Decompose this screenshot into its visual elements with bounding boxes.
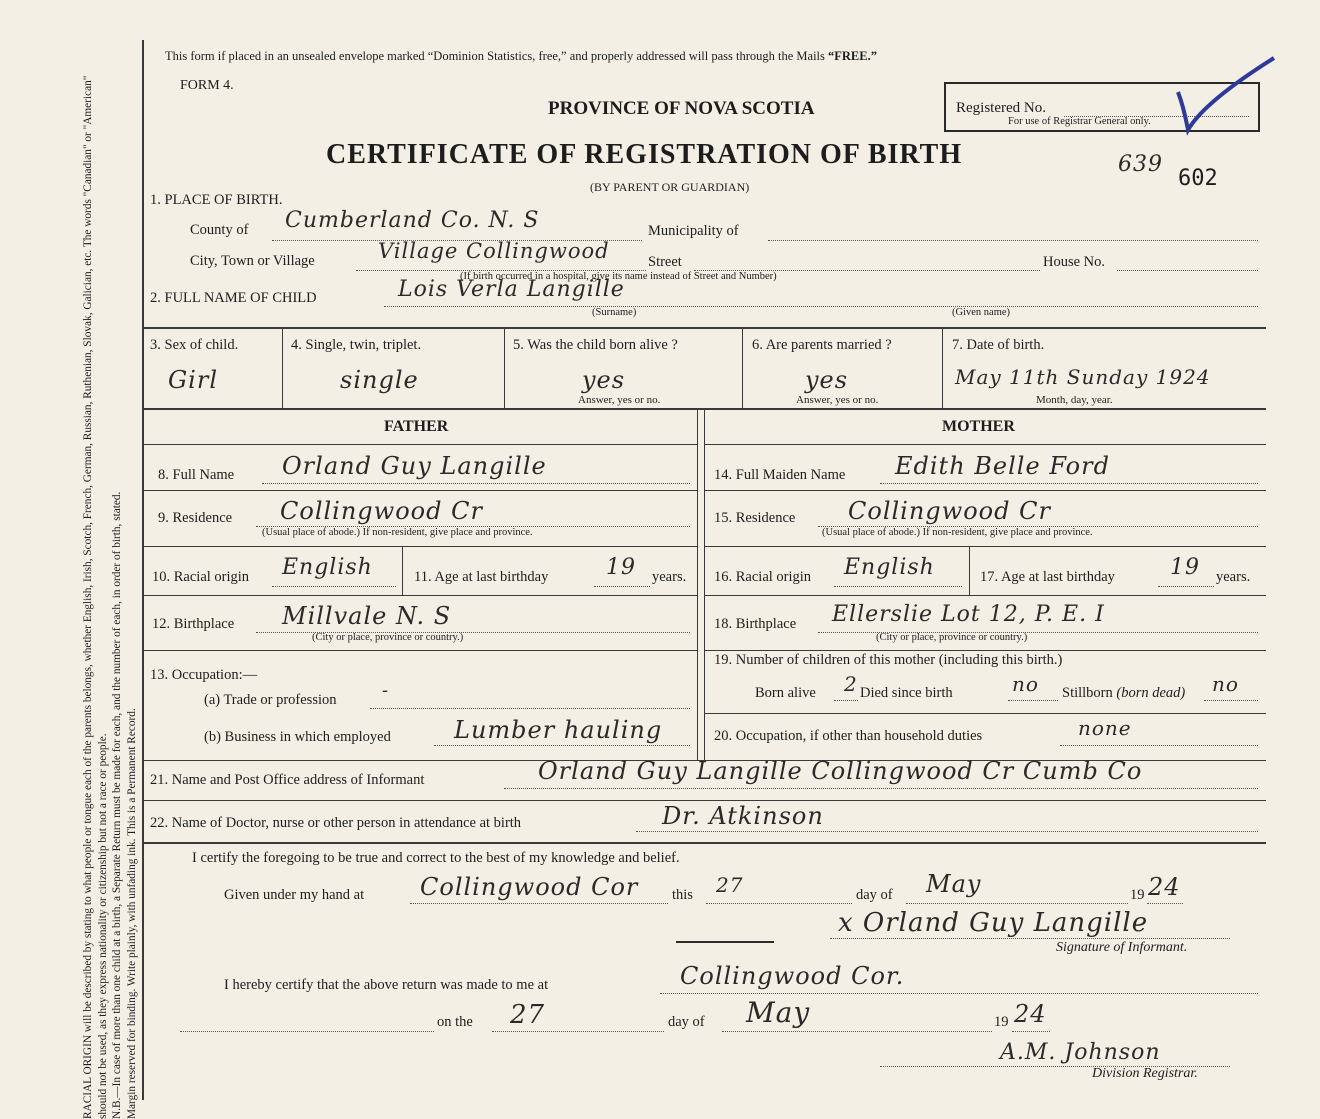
margin-note-nb: N.B.—In case of more than one child at a birth, a Separate Return must be made for each, and the number of each, in order of birth, stated. — [111, 491, 123, 1119]
mother-residence-label: 15. Residence — [714, 510, 796, 526]
single-label: 4. Single, twin, triplet. — [291, 337, 422, 353]
rule-certification-top — [142, 842, 1266, 844]
rule-mother-3 — [704, 546, 1266, 547]
mother-occupation-value: none — [1078, 716, 1132, 740]
mother-occupation-line — [1060, 745, 1258, 746]
father-birthplace-value: Millvale N. S — [282, 602, 452, 630]
father-occupation-label: 13. Occupation:— — [150, 667, 258, 683]
father-trade-line — [370, 708, 690, 709]
hw-number: 639 — [1118, 152, 1163, 177]
mother-children-label: 19. Number of children of this mother (including this birth.) — [714, 652, 1063, 668]
mother-age-value: 19 — [1170, 555, 1200, 580]
married-note: Answer, yes or no. — [796, 394, 879, 406]
registered-label: Registered No. — [956, 100, 1046, 116]
rule-mother-5 — [704, 650, 1266, 651]
father-trade-label: (a) Trade or profession — [204, 692, 337, 708]
mother-name-line — [880, 483, 1258, 484]
died-line — [1008, 700, 1058, 701]
sex-label: 3. Sex of child. — [150, 337, 239, 353]
stillborn-value: no — [1212, 672, 1239, 696]
parents-divider-left — [697, 410, 698, 760]
doctor-value: Dr. Atkinson — [662, 802, 824, 830]
married-label: 6. Are parents married ? — [752, 337, 892, 353]
died-value: no — [1012, 672, 1039, 696]
divider-2 — [504, 328, 505, 408]
informant-signature-line — [830, 938, 1230, 939]
margin-notes — [81, 59, 139, 1119]
father-name-value: Orland Guy Langille — [282, 452, 547, 480]
county-label: County of — [190, 222, 249, 238]
father-age-value: 19 — [606, 555, 636, 580]
registrar-text: I hereby certify that the above return was made to me at — [224, 977, 549, 993]
mother-years: years. — [1216, 569, 1251, 585]
mother-birthplace-note: (City or place, province or country.) — [876, 632, 1028, 643]
father-birthplace-note: (City or place, province or country.) — [312, 632, 464, 643]
registrar-month-line — [722, 1031, 992, 1032]
father-racial-label: 10. Racial origin — [152, 569, 250, 585]
given-place: Collingwood Cor — [420, 873, 639, 901]
informant-line — [504, 788, 1258, 789]
binding-rule — [142, 40, 144, 1100]
city-label: City, Town or Village — [190, 253, 315, 269]
stillborn-label-text: Stillborn — [1062, 685, 1113, 701]
registrar-place-line — [660, 993, 1258, 994]
father-birthplace-label: 12. Birthplace — [152, 616, 235, 632]
house-label: House No. — [1043, 254, 1106, 270]
alive-note: Answer, yes or no. — [578, 394, 661, 406]
sex-value: Girl — [168, 366, 218, 394]
registrar-place: Collingwood Cor. — [680, 962, 905, 990]
father-years: years. — [652, 569, 687, 585]
this-label: this — [672, 887, 693, 903]
given-place-line — [410, 903, 668, 904]
mail-note-text: This form if placed in an unsealed envelope marked “Dominion Statistics, free,” and properly addressed will pass through the Mails — [165, 49, 825, 63]
mother-racial-value: English — [844, 555, 935, 580]
mother-residence-value: Collingwood Cr — [848, 497, 1051, 525]
registrar-day: 27 — [510, 1000, 546, 1030]
province-title: PROVINCE OF NOVA SCOTIA — [548, 98, 815, 119]
date-label: 7. Date of birth. — [952, 337, 1045, 353]
father-age-divider — [402, 547, 403, 595]
given-day-label: day of — [856, 887, 893, 903]
check-mark-icon — [1170, 52, 1280, 136]
stillborn-note: (born dead) — [1116, 685, 1186, 701]
registrar-note: For use of Registrar General only. — [1008, 116, 1151, 127]
rule-mother-4 — [704, 595, 1266, 596]
father-racial-line — [272, 586, 396, 587]
informant-signature: x Orland Guy Langille — [838, 908, 1149, 938]
single-value: single — [340, 366, 419, 394]
father-name-line — [262, 483, 690, 484]
hospital-note: (If birth occurred in a hospital, give its name instead of Street and Number) — [460, 271, 777, 282]
given-month: May — [926, 870, 982, 898]
rule-row3-top — [142, 327, 1266, 329]
given-day: 27 — [716, 873, 744, 897]
registrar-year-prefix: 19 — [994, 1014, 1009, 1030]
father-age-label: 11. Age at last birthday — [414, 569, 549, 585]
certification-separator — [676, 941, 774, 943]
registrar-month: May — [746, 996, 811, 1029]
informant-value: Orland Guy Langille Collingwood Cr Cumb Co — [538, 757, 1143, 785]
given-year-line — [1147, 903, 1183, 904]
doctor-line — [636, 831, 1258, 832]
father-racial-value: English — [282, 555, 373, 580]
father-residence-value: Collingwood Cr — [280, 497, 483, 525]
married-value: yes — [805, 366, 849, 394]
city-value: Village Collingwood — [378, 239, 610, 263]
father-business-label: (b) Business in which employed — [204, 729, 391, 745]
mother-occupation-label: 20. Occupation, if other than household duties — [714, 728, 983, 744]
given-month-line — [906, 903, 1128, 904]
date-value: May 11th Sunday 1924 — [955, 365, 1211, 389]
child-name-label: 2. FULL NAME OF CHILD — [150, 290, 317, 306]
informant-label: 21. Name and Post Office address of Informant — [150, 772, 425, 788]
given-label: Given under my hand at — [224, 887, 365, 903]
given-year-prefix: 19 — [1130, 887, 1145, 903]
father-heading: FATHER — [384, 418, 449, 435]
divider-4 — [942, 328, 943, 408]
father-trade-value: - — [382, 680, 390, 701]
child-name-line — [384, 306, 1258, 307]
mother-name-label: 14. Full Maiden Name — [714, 467, 846, 483]
registrar-title: Division Registrar. — [1092, 1066, 1198, 1081]
form-number: FORM 4. — [180, 78, 234, 93]
alive-value: yes — [582, 366, 626, 394]
father-residence-note: (Usual place of abode.) If non-resident, give place and province. — [262, 527, 533, 538]
mother-name-value: Edith Belle Ford — [895, 452, 1110, 480]
mail-note — [165, 49, 877, 64]
mail-note-free: “FREE.” — [828, 49, 877, 63]
street-label: Street — [648, 254, 682, 270]
house-line — [1117, 270, 1258, 271]
died-label: Died since birth — [860, 685, 953, 701]
rule-father-3 — [142, 546, 698, 547]
parents-divider-right — [704, 410, 705, 760]
mother-birthplace-value: Ellerslie Lot 12, P. E. I — [832, 602, 1105, 627]
child-name-value: Lois Verla Langille — [398, 277, 625, 302]
place-of-birth-heading: 1. PLACE OF BIRTH. — [150, 192, 283, 208]
registrar-day-line — [492, 1031, 664, 1032]
rule-father-4 — [142, 595, 698, 596]
given-note: (Given name) — [952, 307, 1011, 318]
county-value: Cumberland Co. N. S — [285, 208, 540, 233]
certificate-title: CERTIFICATE OF REGISTRATION OF BIRTH — [326, 139, 963, 170]
mother-age-divider — [969, 547, 970, 595]
registrar-year-line — [1012, 1031, 1050, 1032]
certificate-subtitle: (BY PARENT OR GUARDIAN) — [590, 180, 750, 194]
surname-note: (Surname) — [592, 307, 637, 318]
rule-mother-2 — [704, 490, 1266, 491]
mother-residence-note: (Usual place of abode.) If non-resident, give place and province. — [822, 527, 1093, 538]
rule-father-2 — [142, 490, 698, 491]
rule-father-5 — [142, 650, 698, 651]
father-name-label: 8. Full Name — [158, 467, 235, 483]
municipality-label: Municipality of — [648, 223, 739, 239]
stillborn-label — [1062, 685, 1185, 702]
mother-racial-label: 16. Racial origin — [714, 569, 812, 585]
father-business-value: Lumber hauling — [454, 716, 663, 744]
rule-doctor-top — [142, 800, 1266, 801]
born-alive-value: 2 — [844, 672, 858, 696]
mother-heading: MOTHER — [942, 418, 1015, 435]
stillborn-line — [1204, 700, 1258, 701]
municipality-line — [768, 240, 1258, 241]
divider-1 — [282, 328, 283, 408]
born-alive-line — [834, 700, 858, 701]
mother-racial-line — [834, 586, 962, 587]
born-alive-label: Born alive — [755, 685, 816, 701]
rule-mother-1 — [704, 444, 1266, 445]
signature-label: Signature of Informant. — [1056, 940, 1188, 955]
on-the-label: on the — [437, 1014, 473, 1030]
date-note: Month, day, year. — [1036, 394, 1113, 406]
given-day-line — [706, 903, 852, 904]
mother-age-line — [1158, 586, 1214, 587]
mother-birthplace-label: 18. Birthplace — [714, 616, 797, 632]
printed-number: 602 — [1178, 166, 1218, 191]
certify-text: I certify the foregoing to be true and correct to the best of my knowledge and belief. — [192, 850, 680, 866]
divider-3 — [742, 328, 743, 408]
rule-mother-6 — [704, 713, 1266, 714]
rule-father-1 — [142, 444, 698, 445]
registrar-signature: A.M. Johnson — [1000, 1040, 1161, 1065]
mother-age-label: 17. Age at last birthday — [980, 569, 1115, 585]
alive-label: 5. Was the child born alive ? — [513, 337, 678, 353]
margin-note-racial: RACIAL ORIGIN will be described by stating to what people or tongue each of the parents belongs, whether English, Irish, Scotch, French, German, Russian, Ruthenian, Slovak, Galician, etc. The words "Canadian" or "American" should not be used, as they express nationality or citizenship but not a race or people. — [82, 75, 109, 1119]
registrar-day-label: day of — [668, 1014, 705, 1030]
registrar-lead-line — [180, 1031, 434, 1032]
father-age-line — [594, 586, 650, 587]
father-business-line — [434, 745, 690, 746]
doctor-label: 22. Name of Doctor, nurse or other person in attendance at birth — [150, 815, 522, 831]
registrar-year: 24 — [1014, 1000, 1047, 1028]
margin-note-binding: Margin reserved for binding. Write plainly, with unfading ink. This is a Permanent Record. — [125, 708, 138, 1119]
father-residence-label: 9. Residence — [158, 510, 233, 526]
given-year: 24 — [1148, 873, 1181, 901]
